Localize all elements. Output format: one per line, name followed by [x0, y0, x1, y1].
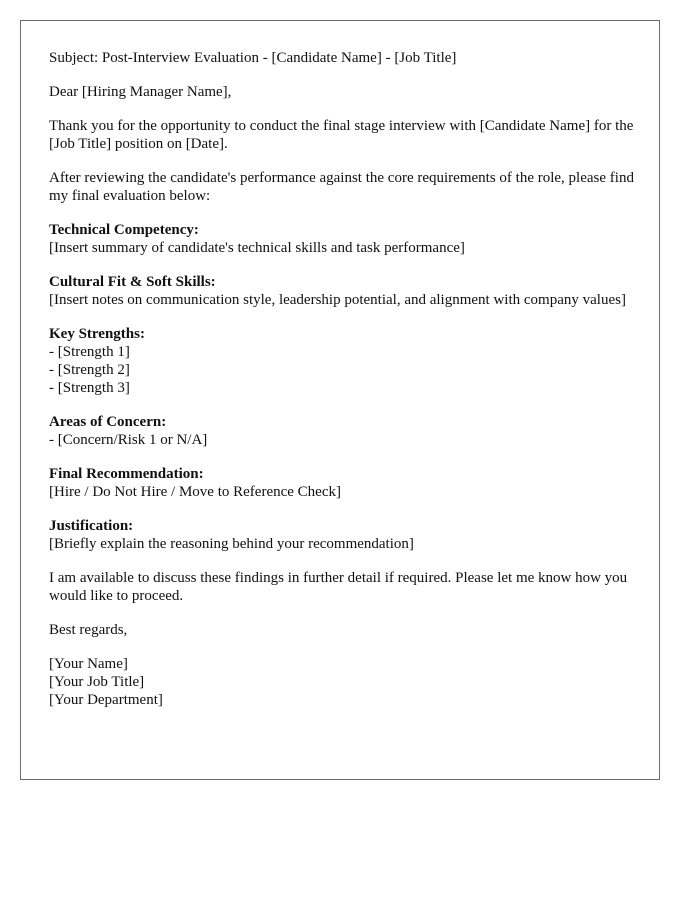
- justification-section: [49, 517, 634, 553]
- final-recommendation-section: [49, 465, 634, 501]
- technical-competency-body: [Insert summary of candidate's technical skills and task performance]: [49, 240, 465, 256]
- areas-of-concern-section: [49, 413, 634, 449]
- final-recommendation-heading: Final Recommendation:: [49, 466, 204, 482]
- cultural-fit-heading: Cultural Fit & Soft Skills:: [49, 274, 216, 290]
- letter-frame: [20, 20, 660, 780]
- intro-paragraph: Thank you for the opportunity to conduct the final stage interview with [Candidate Name] for the [Job Title] position on [Date].: [49, 118, 634, 152]
- justification-heading: Justification:: [49, 518, 134, 534]
- signature-job-title: [Your Job Title]: [49, 674, 145, 690]
- final-recommendation-body: [Hire / Do Not Hire / Move to Reference Check]: [49, 484, 341, 500]
- list-item: - [Concern/Risk 1 or N/A]: [49, 432, 208, 448]
- greeting: Dear [Hiring Manager Name],: [49, 84, 232, 100]
- cultural-fit-section: [49, 273, 634, 309]
- signature-department: [Your Department]: [49, 692, 163, 708]
- sign-off: Best regards,: [49, 622, 128, 638]
- key-strengths-section: [49, 325, 634, 397]
- subject-line: Subject: Post-Interview Evaluation - [Candidate Name] - [Job Title]: [49, 50, 457, 66]
- areas-of-concern-heading: Areas of Concern:: [49, 414, 167, 430]
- justification-body: [Briefly explain the reasoning behind your recommendation]: [49, 536, 414, 552]
- list-item: - [Strength 2]: [49, 362, 130, 378]
- closing-paragraph: I am available to discuss these findings in further detail if required. Please let me know how you would like to proceed.: [49, 570, 628, 604]
- lead-in-paragraph: After reviewing the candidate's performance against the core requirements of the role, please find my final evaluation below:: [49, 170, 634, 204]
- technical-competency-section: [49, 221, 634, 257]
- cultural-fit-body: [Insert notes on communication style, leadership potential, and alignment with company values]: [49, 292, 626, 308]
- letter-body: [49, 49, 634, 709]
- key-strengths-heading: Key Strengths:: [49, 326, 145, 342]
- signature-name: [Your Name]: [49, 656, 128, 672]
- list-item: - [Strength 3]: [49, 380, 130, 396]
- technical-competency-heading: Technical Competency:: [49, 222, 199, 238]
- list-item: - [Strength 1]: [49, 344, 130, 360]
- signature-block: [49, 655, 634, 709]
